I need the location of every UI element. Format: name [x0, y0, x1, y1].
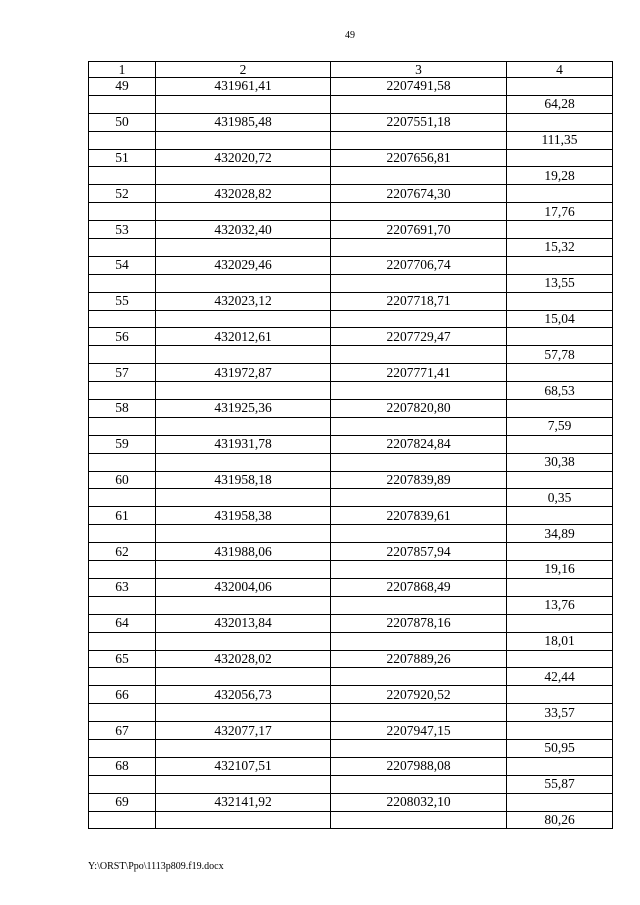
- y-coordinate-cell: 2207988,08: [331, 757, 507, 775]
- distance-cell: 17,76: [507, 203, 613, 221]
- x-coordinate-cell: 432013,84: [156, 614, 331, 632]
- point-row: [89, 435, 613, 453]
- y-coordinate-cell: 2207889,26: [331, 650, 507, 668]
- y-coordinate-cell: 2207839,89: [331, 471, 507, 489]
- empty-cell: [331, 668, 507, 686]
- y-coordinate-cell: 2208032,10: [331, 793, 507, 811]
- point-row: [89, 400, 613, 418]
- empty-cell: [156, 596, 331, 614]
- point-number-cell: 62: [89, 543, 156, 561]
- empty-cell: [331, 811, 507, 829]
- distance-row: [89, 382, 613, 400]
- empty-cell: [156, 561, 331, 579]
- x-coordinate-cell: 431925,36: [156, 400, 331, 418]
- empty-cell: [156, 489, 331, 507]
- empty-cell: [89, 668, 156, 686]
- y-coordinate-cell: 2207820,80: [331, 400, 507, 418]
- distance-row: [89, 561, 613, 579]
- empty-cell: [507, 185, 613, 203]
- point-number-cell: 66: [89, 686, 156, 704]
- distance-cell: 50,95: [507, 739, 613, 757]
- point-row: [89, 757, 613, 775]
- empty-cell: [331, 382, 507, 400]
- empty-cell: [507, 435, 613, 453]
- distance-cell: 42,44: [507, 668, 613, 686]
- x-coordinate-cell: 431985,48: [156, 113, 331, 131]
- empty-cell: [156, 131, 331, 149]
- empty-cell: [156, 203, 331, 221]
- empty-cell: [507, 113, 613, 131]
- y-coordinate-cell: 2207824,84: [331, 435, 507, 453]
- empty-cell: [507, 686, 613, 704]
- empty-cell: [89, 239, 156, 257]
- point-number-cell: 61: [89, 507, 156, 525]
- column-header: 1: [89, 62, 156, 78]
- point-number-cell: 50: [89, 113, 156, 131]
- y-coordinate-cell: 2207551,18: [331, 113, 507, 131]
- empty-cell: [156, 739, 331, 757]
- distance-row: [89, 417, 613, 435]
- x-coordinate-cell: 432028,82: [156, 185, 331, 203]
- distance-cell: 15,32: [507, 239, 613, 257]
- point-number-cell: 60: [89, 471, 156, 489]
- empty-cell: [89, 704, 156, 722]
- x-coordinate-cell: 432012,61: [156, 328, 331, 346]
- empty-cell: [156, 668, 331, 686]
- distance-cell: 19,28: [507, 167, 613, 185]
- empty-cell: [89, 131, 156, 149]
- x-coordinate-cell: 432029,46: [156, 256, 331, 274]
- empty-cell: [507, 543, 613, 561]
- x-coordinate-cell: 431972,87: [156, 364, 331, 382]
- y-coordinate-cell: 2207868,49: [331, 578, 507, 596]
- empty-cell: [507, 221, 613, 239]
- point-row: [89, 149, 613, 167]
- empty-cell: [507, 650, 613, 668]
- empty-cell: [331, 346, 507, 364]
- distance-cell: 15,04: [507, 310, 613, 328]
- point-number-cell: 51: [89, 149, 156, 167]
- empty-cell: [331, 453, 507, 471]
- distance-row: [89, 310, 613, 328]
- point-number-cell: 53: [89, 221, 156, 239]
- empty-cell: [89, 274, 156, 292]
- empty-cell: [507, 471, 613, 489]
- table-header-row: [89, 62, 613, 78]
- point-row: [89, 113, 613, 131]
- distance-row: [89, 346, 613, 364]
- empty-cell: [156, 811, 331, 829]
- distance-cell: 19,16: [507, 561, 613, 579]
- distance-row: [89, 704, 613, 722]
- empty-cell: [156, 310, 331, 328]
- distance-row: [89, 632, 613, 650]
- page-number: 49: [345, 30, 355, 41]
- y-coordinate-cell: 2207878,16: [331, 614, 507, 632]
- distance-cell: 7,59: [507, 417, 613, 435]
- empty-cell: [507, 614, 613, 632]
- empty-cell: [507, 400, 613, 418]
- distance-cell: 13,55: [507, 274, 613, 292]
- point-number-cell: 57: [89, 364, 156, 382]
- empty-cell: [507, 757, 613, 775]
- x-coordinate-cell: 432032,40: [156, 221, 331, 239]
- empty-cell: [507, 328, 613, 346]
- point-row: [89, 78, 613, 96]
- x-coordinate-cell: 432020,72: [156, 149, 331, 167]
- file-path-footer: Y:\ORST\Ppo\1113p809.f19.docx: [88, 861, 224, 872]
- empty-cell: [89, 739, 156, 757]
- y-coordinate-cell: 2207947,15: [331, 722, 507, 740]
- empty-cell: [156, 632, 331, 650]
- point-number-cell: 64: [89, 614, 156, 632]
- point-row: [89, 507, 613, 525]
- distance-row: [89, 167, 613, 185]
- empty-cell: [89, 453, 156, 471]
- x-coordinate-cell: 432056,73: [156, 686, 331, 704]
- distance-cell: 80,26: [507, 811, 613, 829]
- point-number-cell: 55: [89, 292, 156, 310]
- point-row: [89, 543, 613, 561]
- distance-row: [89, 131, 613, 149]
- distance-cell: 13,76: [507, 596, 613, 614]
- point-number-cell: 65: [89, 650, 156, 668]
- y-coordinate-cell: 2207691,70: [331, 221, 507, 239]
- empty-cell: [89, 310, 156, 328]
- empty-cell: [507, 78, 613, 96]
- empty-cell: [156, 775, 331, 793]
- point-row: [89, 650, 613, 668]
- distance-cell: 0,35: [507, 489, 613, 507]
- point-number-cell: 69: [89, 793, 156, 811]
- y-coordinate-cell: 2207920,52: [331, 686, 507, 704]
- empty-cell: [507, 722, 613, 740]
- empty-cell: [507, 149, 613, 167]
- empty-cell: [89, 775, 156, 793]
- distance-row: [89, 274, 613, 292]
- empty-cell: [331, 489, 507, 507]
- point-number-cell: 58: [89, 400, 156, 418]
- y-coordinate-cell: 2207718,71: [331, 292, 507, 310]
- distance-row: [89, 775, 613, 793]
- point-row: [89, 578, 613, 596]
- empty-cell: [331, 310, 507, 328]
- empty-cell: [89, 561, 156, 579]
- point-number-cell: 52: [89, 185, 156, 203]
- point-row: [89, 722, 613, 740]
- y-coordinate-cell: 2207729,47: [331, 328, 507, 346]
- point-row: [89, 292, 613, 310]
- point-row: [89, 328, 613, 346]
- distance-cell: 64,28: [507, 95, 613, 113]
- empty-cell: [331, 203, 507, 221]
- empty-cell: [331, 704, 507, 722]
- distance-row: [89, 95, 613, 113]
- empty-cell: [156, 167, 331, 185]
- y-coordinate-cell: 2207857,94: [331, 543, 507, 561]
- coordinates-table: [88, 61, 613, 829]
- column-header: 3: [331, 62, 507, 78]
- y-coordinate-cell: 2207706,74: [331, 256, 507, 274]
- table-body: [89, 62, 613, 829]
- empty-cell: [331, 561, 507, 579]
- empty-cell: [331, 632, 507, 650]
- empty-cell: [156, 239, 331, 257]
- distance-cell: 30,38: [507, 453, 613, 471]
- distance-row: [89, 596, 613, 614]
- empty-cell: [156, 525, 331, 543]
- distance-row: [89, 203, 613, 221]
- distance-cell: 57,78: [507, 346, 613, 364]
- empty-cell: [89, 632, 156, 650]
- empty-cell: [331, 417, 507, 435]
- empty-cell: [331, 775, 507, 793]
- empty-cell: [331, 167, 507, 185]
- empty-cell: [156, 95, 331, 113]
- point-number-cell: 56: [89, 328, 156, 346]
- empty-cell: [89, 95, 156, 113]
- point-row: [89, 364, 613, 382]
- x-coordinate-cell: 431988,06: [156, 543, 331, 561]
- empty-cell: [89, 489, 156, 507]
- x-coordinate-cell: 432107,51: [156, 757, 331, 775]
- x-coordinate-cell: 431961,41: [156, 78, 331, 96]
- empty-cell: [507, 507, 613, 525]
- y-coordinate-cell: 2207839,61: [331, 507, 507, 525]
- x-coordinate-cell: 432004,06: [156, 578, 331, 596]
- empty-cell: [156, 274, 331, 292]
- empty-cell: [156, 382, 331, 400]
- x-coordinate-cell: 432141,92: [156, 793, 331, 811]
- empty-cell: [331, 95, 507, 113]
- distance-cell: 33,57: [507, 704, 613, 722]
- y-coordinate-cell: 2207771,41: [331, 364, 507, 382]
- empty-cell: [89, 596, 156, 614]
- y-coordinate-cell: 2207656,81: [331, 149, 507, 167]
- distance-cell: 68,53: [507, 382, 613, 400]
- empty-cell: [331, 274, 507, 292]
- point-number-cell: 49: [89, 78, 156, 96]
- empty-cell: [507, 292, 613, 310]
- point-number-cell: 54: [89, 256, 156, 274]
- point-row: [89, 221, 613, 239]
- distance-row: [89, 239, 613, 257]
- distance-cell: 111,35: [507, 131, 613, 149]
- y-coordinate-cell: 2207674,30: [331, 185, 507, 203]
- distance-row: [89, 811, 613, 829]
- distance-row: [89, 453, 613, 471]
- point-row: [89, 793, 613, 811]
- point-number-cell: 67: [89, 722, 156, 740]
- empty-cell: [89, 382, 156, 400]
- empty-cell: [89, 525, 156, 543]
- x-coordinate-cell: 432028,02: [156, 650, 331, 668]
- point-row: [89, 185, 613, 203]
- distance-cell: 34,89: [507, 525, 613, 543]
- empty-cell: [89, 811, 156, 829]
- x-coordinate-cell: 431958,38: [156, 507, 331, 525]
- column-header: 4: [507, 62, 613, 78]
- empty-cell: [89, 203, 156, 221]
- x-coordinate-cell: 432023,12: [156, 292, 331, 310]
- distance-cell: 55,87: [507, 775, 613, 793]
- y-coordinate-cell: 2207491,58: [331, 78, 507, 96]
- empty-cell: [331, 596, 507, 614]
- empty-cell: [331, 239, 507, 257]
- point-number-cell: 63: [89, 578, 156, 596]
- empty-cell: [507, 364, 613, 382]
- empty-cell: [507, 256, 613, 274]
- empty-cell: [156, 346, 331, 364]
- point-row: [89, 614, 613, 632]
- empty-cell: [331, 739, 507, 757]
- empty-cell: [156, 704, 331, 722]
- point-number-cell: 68: [89, 757, 156, 775]
- empty-cell: [507, 578, 613, 596]
- empty-cell: [89, 417, 156, 435]
- column-header: 2: [156, 62, 331, 78]
- empty-cell: [156, 417, 331, 435]
- empty-cell: [331, 131, 507, 149]
- point-row: [89, 471, 613, 489]
- x-coordinate-cell: 431958,18: [156, 471, 331, 489]
- empty-cell: [507, 793, 613, 811]
- distance-row: [89, 525, 613, 543]
- distance-cell: 18,01: [507, 632, 613, 650]
- distance-row: [89, 739, 613, 757]
- empty-cell: [89, 346, 156, 364]
- empty-cell: [156, 453, 331, 471]
- empty-cell: [89, 167, 156, 185]
- point-number-cell: 59: [89, 435, 156, 453]
- point-row: [89, 256, 613, 274]
- x-coordinate-cell: 432077,17: [156, 722, 331, 740]
- empty-cell: [331, 525, 507, 543]
- x-coordinate-cell: 431931,78: [156, 435, 331, 453]
- distance-row: [89, 489, 613, 507]
- distance-row: [89, 668, 613, 686]
- point-row: [89, 686, 613, 704]
